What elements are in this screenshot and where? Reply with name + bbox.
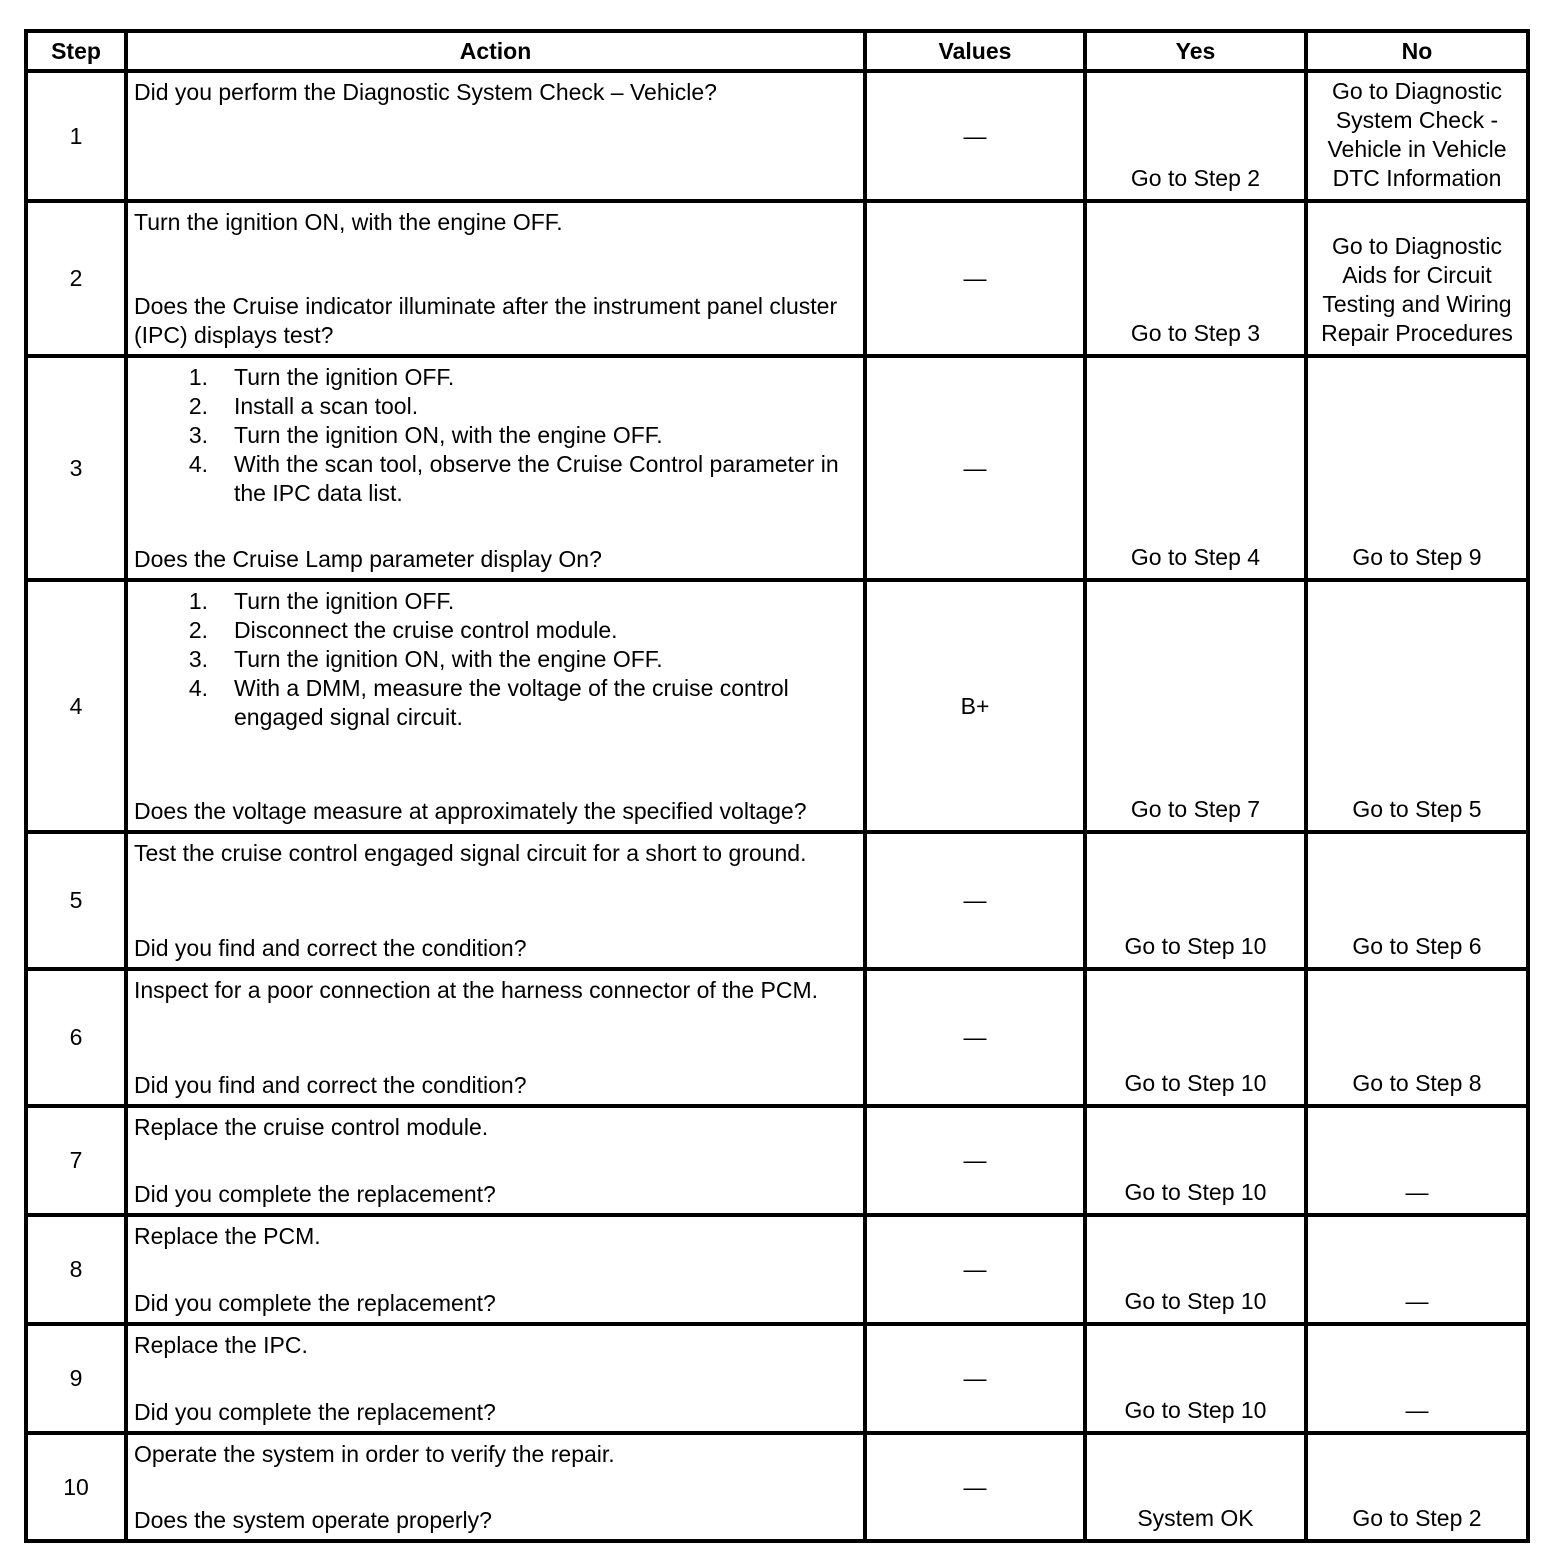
no-result: — [1405,1179,1429,1205]
yes-cell [1085,1324,1306,1433]
no-cell [1306,580,1528,832]
substep-text: Turn the ignition OFF. [234,364,455,390]
no-cell [1306,356,1528,580]
action-cell [126,969,865,1106]
header-no: No [1306,31,1528,71]
yes-result: Go to Step 4 [1130,544,1261,570]
action-question: Does the voltage measure at approximately the specified voltage? [134,798,807,824]
action-cell [126,71,865,201]
substep-number: 4. [188,675,208,701]
substep-list [134,587,857,732]
table-row [26,832,1528,969]
no-cell [1306,1215,1528,1324]
yes-cell [1085,832,1306,969]
action-content [128,1217,863,1322]
values-cell: B+ [865,580,1085,832]
substep-item [134,363,857,392]
table-row [26,1106,1528,1215]
substep-text: Disconnect the cruise control module. [234,617,618,643]
table-body [26,71,1528,1541]
no-result: Go to Step 6 [1352,933,1482,959]
table-row [26,1433,1528,1541]
substep-text: With the scan tool, observe the Cruise Control parameter in the IPC data list. [234,451,839,506]
table-row [26,201,1528,356]
action-text: Test the cruise control engaged signal circuit for a short to ground. [134,840,807,866]
action-cell [126,1324,865,1433]
action-content [128,73,863,197]
table-row [26,1215,1528,1324]
values-cell: — [865,832,1085,969]
action-question: Does the Cruise indicator illuminate after the instrument panel cluster (IPC) displays test? [134,293,838,348]
header-yes: Yes [1085,31,1306,71]
yes-result: Go to Step 10 [1124,1397,1267,1423]
action-text: Replace the PCM. [134,1223,321,1249]
action-cell [126,580,865,832]
values-cell: — [865,1433,1085,1541]
yes-cell [1085,1106,1306,1215]
action-question: Did you complete the replacement? [134,1290,496,1316]
action-cell [126,201,865,356]
action-question: Does the system operate properly? [134,1507,492,1533]
substep-item [134,392,857,421]
action-cell [126,1433,865,1541]
substep-item [134,645,857,674]
header-action: Action [126,31,865,71]
substep-number: 2. [188,617,208,643]
substep-number: 3. [188,422,208,448]
step-cell: 10 [26,1433,126,1541]
action-cell [126,832,865,969]
yes-result: Go to Step 10 [1124,1070,1267,1096]
header-step: Step [26,31,126,71]
step-cell: 3 [26,356,126,580]
action-cell [126,1106,865,1215]
action-text: Inspect for a poor connection at the harness connector of the PCM. [134,977,819,1003]
substep-text: With a DMM, measure the voltage of the cruise control engaged signal circuit. [234,675,789,730]
no-cell [1306,201,1528,356]
values-cell: — [865,1215,1085,1324]
yes-cell [1085,580,1306,832]
no-result: Go to Step 2 [1352,1505,1482,1531]
step-cell: 1 [26,71,126,201]
values-cell: — [865,1324,1085,1433]
no-cell [1306,832,1528,969]
table-row [26,580,1528,832]
table-row [26,969,1528,1106]
values-cell: — [865,71,1085,201]
step-cell: 2 [26,201,126,356]
action-content [128,1108,863,1213]
substep-number: 4. [188,451,208,477]
values-cell: — [865,969,1085,1106]
no-cell [1306,71,1528,201]
substep-item [134,616,857,645]
action-content [128,203,863,354]
action-question: Did you find and correct the condition? [134,1072,527,1098]
yes-result: Go to Step 3 [1130,320,1261,346]
yes-cell [1085,71,1306,201]
action-content [128,971,863,1104]
no-cell [1306,1433,1528,1541]
substep-item [134,450,857,508]
substep-text: Install a scan tool. [234,393,419,419]
action-text: Did you perform the Diagnostic System Check – Vehicle? [134,79,717,105]
yes-result: Go to Step 10 [1124,933,1267,959]
action-cell [126,1215,865,1324]
no-result: — [1405,1397,1429,1423]
action-content [128,582,863,830]
step-cell: 8 [26,1215,126,1324]
substep-item [134,421,857,450]
no-result: Go to Step 5 [1352,796,1482,822]
yes-cell [1085,356,1306,580]
substep-text: Turn the ignition OFF. [234,588,455,614]
substep-item [134,587,857,616]
no-result: Go to Step 8 [1352,1070,1482,1096]
substep-number: 1. [188,588,208,614]
action-text: Replace the IPC. [134,1332,308,1358]
action-content [128,358,863,578]
yes-result: System OK [1137,1505,1254,1531]
values-cell: — [865,356,1085,580]
yes-result: Go to Step 10 [1124,1179,1267,1205]
no-result: Go to Diagnostic System Check - Vehicle in Vehicle DTC Information [1327,78,1507,191]
table-row [26,1324,1528,1433]
step-cell: 7 [26,1106,126,1215]
yes-result: Go to Step 2 [1130,165,1261,191]
no-cell [1306,1106,1528,1215]
action-content [128,1326,863,1431]
yes-cell [1085,201,1306,356]
no-cell [1306,969,1528,1106]
values-cell: — [865,1106,1085,1215]
no-result: Go to Diagnostic Aids for Circuit Testing and Wiring Repair Procedures [1321,233,1513,346]
yes-cell [1085,969,1306,1106]
diagnostic-table [24,29,1530,1543]
action-question: Did you complete the replacement? [134,1181,496,1207]
substep-text: Turn the ignition ON, with the engine OFF. [234,646,663,672]
no-result: Go to Step 9 [1352,544,1482,570]
header-values: Values [865,31,1085,71]
substep-text: Turn the ignition ON, with the engine OFF. [234,422,663,448]
substep-number: 1. [188,364,208,390]
no-cell [1306,1324,1528,1433]
action-text: Turn the ignition ON, with the engine OFF. [134,209,563,235]
table-row [26,71,1528,201]
action-cell [126,356,865,580]
action-content [128,834,863,967]
table-header-row [26,31,1528,71]
action-content [128,1435,863,1539]
step-cell: 9 [26,1324,126,1433]
substep-item [134,674,857,732]
step-cell: 5 [26,832,126,969]
action-question: Does the Cruise Lamp parameter display On? [134,546,602,572]
step-cell: 4 [26,580,126,832]
yes-cell [1085,1433,1306,1541]
no-result: — [1405,1288,1429,1314]
action-text: Replace the cruise control module. [134,1114,489,1140]
action-text: Operate the system in order to verify the repair. [134,1441,615,1467]
step-cell: 6 [26,969,126,1106]
values-cell: — [865,201,1085,356]
action-question: Did you complete the replacement? [134,1399,496,1425]
substep-number: 3. [188,646,208,672]
table-row [26,356,1528,580]
yes-result: Go to Step 7 [1130,796,1261,822]
substep-number: 2. [188,393,208,419]
yes-result: Go to Step 10 [1124,1288,1267,1314]
substep-list [134,363,857,508]
action-question: Did you find and correct the condition? [134,935,527,961]
yes-cell [1085,1215,1306,1324]
